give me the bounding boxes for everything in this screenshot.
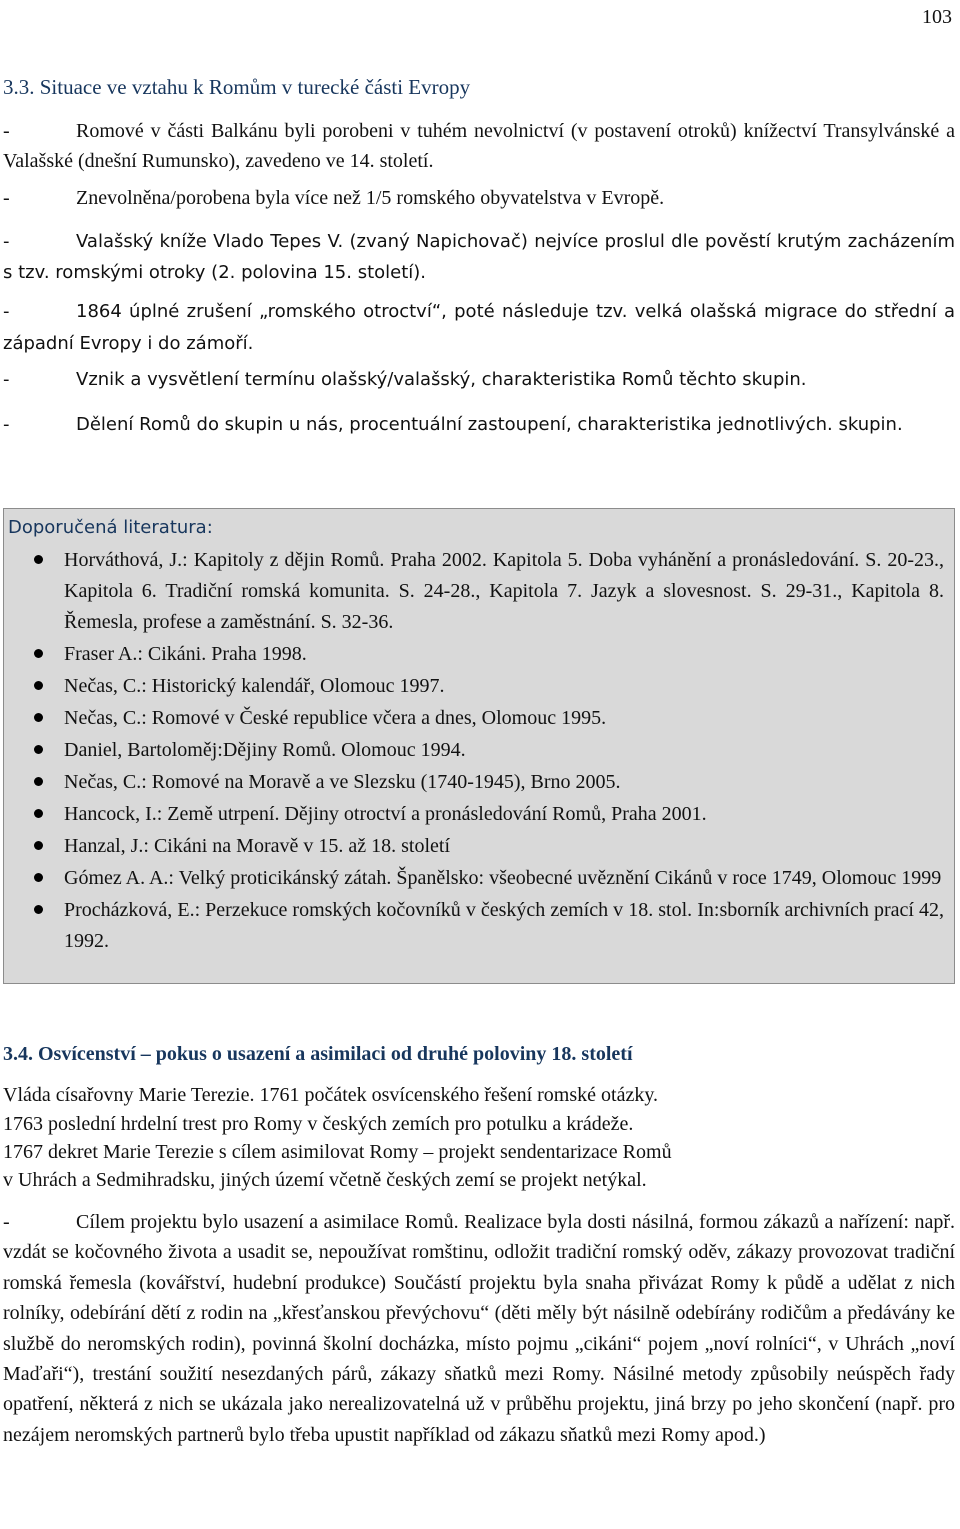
section-3-4-line-3: 1767 dekret Marie Terezie s cílem asimilovat Romy – projekt sendentarizace Romů [3, 1141, 672, 1163]
point-text: Romové v části Balkánu byli porobeni v tuhém nevolnictví (v postavení otroků) knížectví Transylvánské a Valašské (dnešní Rumunsko), zavedeno ve 14. století. [3, 120, 955, 172]
bullet-icon [34, 777, 43, 786]
literature-item [8, 799, 944, 830]
dash-marker: - [3, 369, 10, 390]
section-3-3-heading: 3.3. Situace ve vztahu k Romům v turecké části Evropy [3, 75, 471, 99]
section-3-4-heading: 3.4. Osvícenství – pokus o usazení a asimilaci od druhé poloviny 18. století [3, 1043, 633, 1065]
literature-item [8, 863, 944, 894]
bullet-icon [34, 809, 43, 818]
dash-marker: - [3, 1211, 10, 1233]
literature-item-text: Nečas, C.: Historický kalendář, Olomouc 1997. [64, 675, 445, 697]
section-3-4-line-4: v Uhrách a Sedmihradsku, jiných území včetně českých zemí se projekt netýkal. [3, 1169, 647, 1191]
point-text: Valašský kníže Vlado Tepes V. (zvaný Napichovač) nejvíce proslul dle pověstí krutým zacházením s tzv. romskými otroky (2. polovina 15. století). [3, 231, 955, 283]
literature-item-text: Procházková, E.: Perzekuce romských kočovníků v českých zemích v 18. stol. In:sborník archivních prací 42, 1992. [64, 899, 944, 952]
literature-item [8, 671, 944, 702]
section-3-3-point-4 [3, 296, 955, 360]
literature-item [8, 767, 944, 798]
section-3-3-point-3 [3, 226, 955, 288]
literature-item-text: Hancock, I.: Země utrpení. Dějiny otroctví a pronásledování Romů, Praha 2001. [64, 803, 707, 825]
literature-item-text: Fraser A.: Cikáni. Praha 1998. [64, 643, 307, 665]
bullet-icon [34, 873, 43, 882]
bullet-icon [34, 713, 43, 722]
section-3-4-line-1: Vláda císařovny Marie Terezie. 1761 počátek osvícenského řešení romské otázky. [3, 1084, 659, 1106]
literature-item [8, 735, 944, 766]
literature-item-text: Nečas, C.: Romové v České republice včera a dnes, Olomouc 1995. [64, 707, 607, 729]
bullet-icon [34, 905, 43, 914]
dash-marker: - [3, 301, 10, 322]
section-3-4-paragraph [3, 1207, 955, 1450]
literature-title: Doporučená literatura: [8, 517, 213, 538]
bullet-icon [34, 841, 43, 850]
section-3-3-point-5 [3, 365, 955, 395]
point-text: Dělení Romů do skupin u nás, procentuální zastoupení, charakteristika jednotlivých. skupin. [76, 414, 903, 435]
dash-marker: - [3, 231, 10, 252]
section-3-3-point-1 [3, 116, 955, 176]
section-3-4-line-2: 1763 poslední hrdelní trest pro Romy v českých zemích pro potulku a krádeže. [3, 1113, 634, 1135]
section-3-3-point-2 [3, 183, 955, 213]
literature-item [8, 831, 944, 862]
page-number: 103 [922, 6, 952, 28]
literature-item [8, 895, 944, 957]
bullet-icon [34, 745, 43, 754]
bullet-icon [34, 649, 43, 658]
paragraph-text: Cílem projektu bylo usazení a asimilace Romů. Realizace byla dosti násilná, formou zákazů a nařízení: např. vzdát se kočovného života a usadit se, nepoužívat romštinu, odložit tradiční romský oděv, zákazy provozovat tradiční romská řemesla (kovářství, hudební produkce) Součástí projektu byla snaha přivázat Romy k půdě a udělat z nich rolníky, odebírání dětí z rodin na „křesťanskou převýchovu“ (děti měly být násilně odebírány rodičům a předávány ke službě do neromských rodin), povinná školní docházka, místo pojmu „cikáni“ pojem „noví rolníci“, v Uhrách „noví Maďaři“), trestání soužití nesezdaných párů, zákazy sňatků mezi Romy. Násilné metody způsobily neúspěch řady opatření, některá z nich se ukázala jako nerealizovatelná už v průběhu projektu, jiná brzy po jeho skončení (např. pro nezájem neromských partnerů bylo třeba upustit například od zákazu sňatků mezi Romy apod.) [3, 1211, 955, 1446]
literature-item-text: Daniel, Bartoloměj:Dějiny Romů. Olomouc 1994. [64, 739, 466, 761]
point-text: Vznik a vysvětlení termínu olašský/valašský, charakteristika Romů těchto skupin. [76, 369, 807, 390]
bullet-icon [34, 555, 43, 564]
literature-item [8, 703, 944, 734]
dash-marker: - [3, 187, 10, 209]
bullet-icon [34, 681, 43, 690]
dash-marker: - [3, 414, 10, 435]
literature-list [8, 545, 944, 957]
literature-item [8, 545, 944, 638]
section-3-3-point-6 [3, 410, 955, 440]
literature-item-text: Nečas, C.: Romové na Moravě a ve Slezsku (1740-1945), Brno 2005. [64, 771, 621, 793]
point-text: 1864 úplné zrušení „romského otroctví“, poté následuje tzv. velká olašská migrace do střední a západní Evropy i do zámoří. [3, 301, 955, 354]
literature-item-text: Hanzal, J.: Cikáni na Moravě v 15. až 18. století [64, 835, 451, 857]
point-text: Znevolněna/porobena byla více než 1/5 romského obyvatelstva v Evropě. [76, 187, 665, 209]
literature-item [8, 639, 944, 670]
recommended-literature-box [3, 508, 955, 984]
dash-marker: - [3, 120, 10, 142]
literature-item-text: Gómez A. A.: Velký proticikánský zátah. Španělsko: všeobecné uvěznění Cikánů v roce 1749, Olomouc 1999 [64, 867, 942, 889]
literature-item-text: Horváthová, J.: Kapitoly z dějin Romů. Praha 2002. Kapitola 5. Doba vyhánění a pronásledování. S. 20-23., Kapitola 6. Tradiční romská komunita. S. 24-28., Kapitola 7. Jazyk a slovesnost. S. 29-31., Kapitola 8. Řemesla, profese a zaměstnání. S. 32-36. [64, 549, 944, 633]
